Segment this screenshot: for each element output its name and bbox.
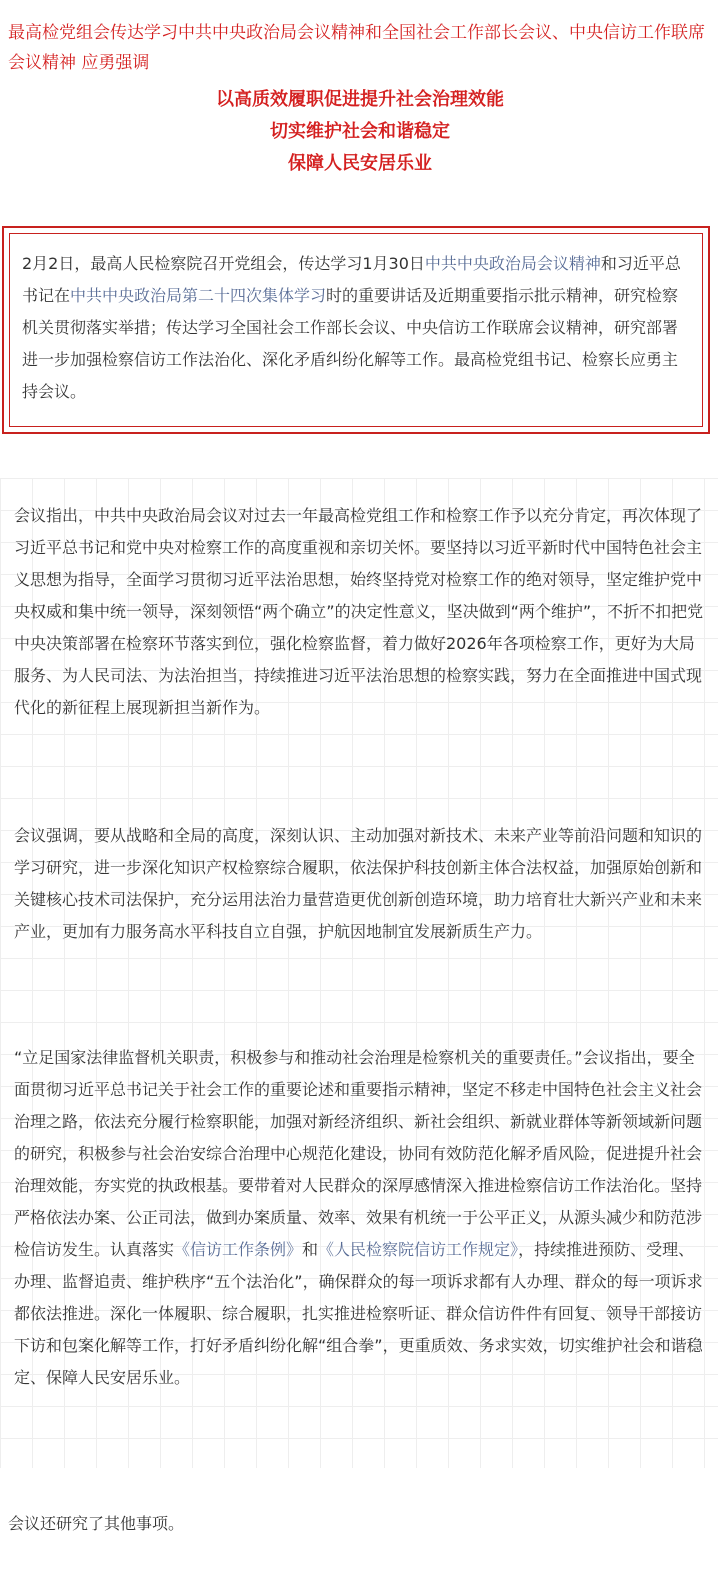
p3-text-1: “立足国家法律监督机关职责，积极参与和推动社会治理是检察机关的重要责任。”会议指出，要全面贯彻习近平总书记关于社会工作的重要论述和重要指示精神，坚定不移走中国特色社会主义社会治理之路，依法充分履行检察职能，加强对新经济组织、新社会组织、新就业群体等新领域新问题的研究，积极参与社会治安综合治理中心规范化建设，协同有效防范化解矛盾风险，促进提升社会治理效能，夯实党的执政根基。要带着对人民群众的深厚感情深入推进检察信访工作法治化。坚持严格依法办案、公正司法，做到办案质量、效率、效果有机统一于公平正义，从源头减少和防范涉检信访发生。认真落实 [14,1048,703,1259]
lead-link-collective-study[interactable]: 中共中央政治局第二十四次集体学习 [70,286,327,305]
lead-text-1: 2月2日，最高人民检察院召开党组会，传达学习1月30日 [22,254,425,273]
p3-text-2: 和 [302,1240,319,1259]
article-headline [8,84,712,180]
closing-paragraph: 会议还研究了其他事项。 [8,1514,185,1533]
lead-text-3: 时的重要讲话及近期重要指示批示精神，研究检察机关贯彻落实举措；传达学习全国社会工作部长会议、中央信访工作联席会议精神，研究部署进一步加强检察信访工作法治化、深化矛盾纠纷化解等工作。最高检党组书记、检察长应勇主持会议。 [22,286,679,401]
lead-link-politburo-meeting[interactable]: 中共中央政治局会议精神 [424,254,601,273]
body-paragraph-3 [14,1042,704,1394]
body-paragraph-2: 会议强调，要从战略和全局的高度，深刻认识、主动加强对新技术、未来产业等前沿问题和知识的学习研究，进一步深化知识产权检察综合履职，依法保护科技创新主体合法权益，加强原始创新和关键核心技术司法保护，充分运用法治力量营造更优创新创造环境，助力培育壮大新兴产业和未来产业，更加有力服务高水平科技自立自强，护航因地制宜发展新质生产力。 [14,826,703,941]
lead-paragraph [9,233,703,427]
headline-line-2: 切实维护社会和谐稳定 [270,121,450,142]
body-paragraph-1: 会议指出，中共中央政治局会议对过去一年最高检党组工作和检察工作予以充分肯定，再次体现了习近平总书记和党中央对检察工作的高度重视和亲切关怀。要坚持以习近平新时代中国特色社会主义思想为指导，全面学习贯彻习近平法治思想，始终坚持党对检察工作的绝对领导，坚定维护党中央权威和集中统一领导，深刻领悟“两个确立”的决定性意义，坚决做到“两个维护”，不折不扣把党中央决策部署在检察环节落实到位，强化检察监督，着力做好2026年各项检察工作，更好为大局服务、为人民司法、为法治担当，持续推进习近平法治思想的检察实践，努力在全面推进中国式现代化的新征程上展现新担当新作为。 [14,506,704,717]
lead-text-2: 和习近平总书记在 [22,254,681,305]
headline-line-1: 以高质效履职促进提升社会治理效能 [216,89,504,110]
article-subtitle: 最高检党组会传达学习中共中央政治局会议精神和全国社会工作部长会议、中央信访工作联席会议精神 应勇强调 [8,23,705,73]
headline-line-3: 保障人民安居乐业 [288,153,432,174]
article-header [0,0,718,180]
lead-box [2,226,710,434]
p3-text-3: ，持续推进预防、受理、办理、监督追责、维护秩序“五个法治化”，确保群众的每一项诉求都有人办理、群众的每一项诉求都依法推进。深化一体履职、综合履职，扎实推进检察听证、群众信访件件有回复、领导干部接访下访和包案化解等工作，打好矛盾纠纷化解“组合拳”，更重质效、务求实效，切实维护社会和谐稳定、保障人民安居乐业。 [14,1240,703,1387]
p3-link-procuratorate-petition-rules[interactable]: 《人民检察院信访工作规定》 [318,1240,519,1259]
p3-link-petition-regulation[interactable]: 《信访工作条例》 [174,1240,303,1259]
